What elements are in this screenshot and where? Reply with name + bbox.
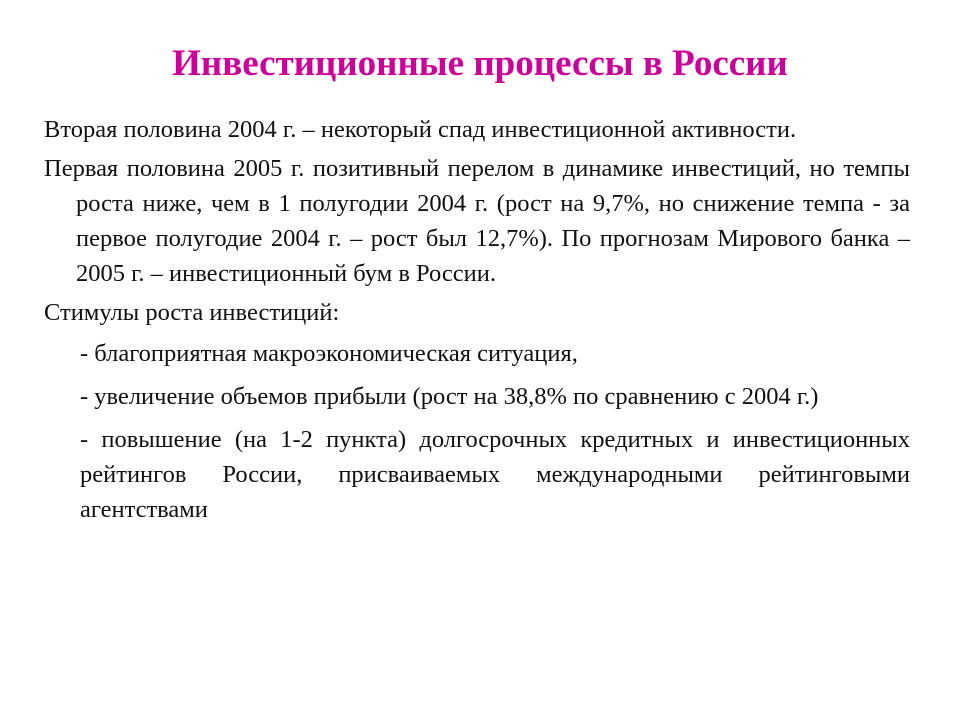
- paragraph-stimuli-heading: Стимулы роста инвестиций:: [44, 299, 340, 326]
- slide-title: Инвестиционные процессы в России: [172, 43, 788, 84]
- paragraph-h1-2005: Первая половина 2005 г. позитивный перелом в динамике инвестиций, но темпы роста ниже, чем в 1 полугодии 2004 г. (рост на 9,7%, но снижение темпа - за первое полугодие 2004 г. – рост был 12,7%). По прогнозам Мирового банка – 2005 г. – инвестиционный бум в России.: [44, 155, 910, 287]
- stimulus-item-ratings: - повышение (на 1-2 пункта) долгосрочных кредитных и инвестиционных рейтингов России, присваиваемых международными рейтинговыми агентствами: [80, 426, 910, 523]
- stimulus-item-profit: - увеличение объемов прибыли (рост на 38,8% по сравнению с 2004 г.): [80, 383, 819, 410]
- paragraph-h2-2004: Вторая половина 2004 г. – некоторый спад инвестиционной активности.: [44, 116, 797, 143]
- stimulus-item-macro: - благоприятная макроэкономическая ситуация,: [80, 340, 578, 367]
- slide-body: [44, 112, 910, 535]
